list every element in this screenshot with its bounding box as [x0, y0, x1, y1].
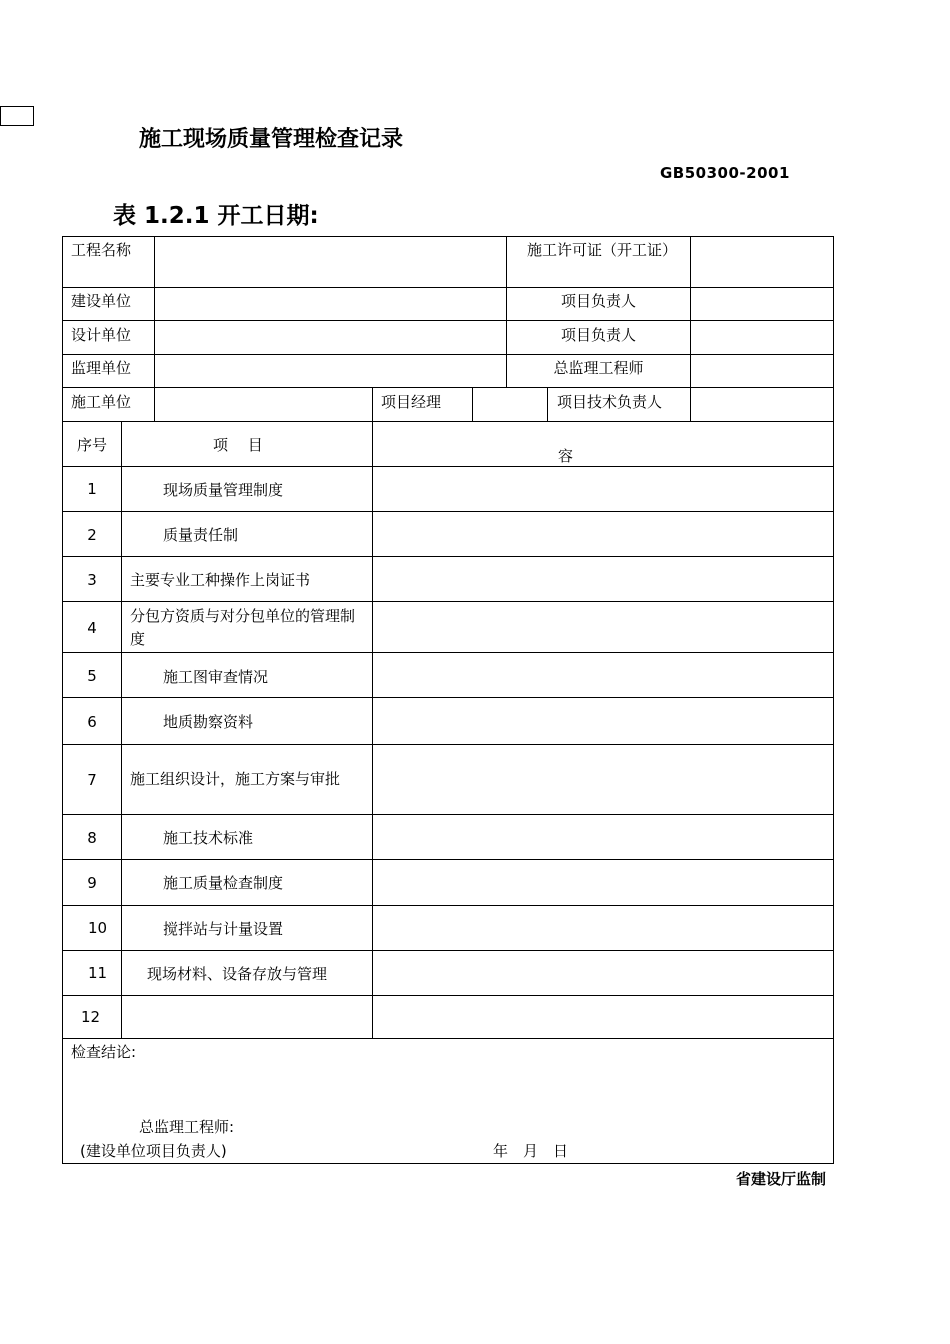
- supervision-unit-label: 监理单位: [71, 359, 132, 377]
- column-header-content: 容: [558, 447, 574, 465]
- design-unit-field[interactable]: [155, 321, 506, 354]
- conclusion-label: 检查结论:: [71, 1043, 137, 1061]
- row-item: 施工技术标准: [163, 829, 254, 847]
- owner-unit-label: 建设单位: [71, 292, 132, 310]
- construction-unit-label: 施工单位: [71, 393, 132, 411]
- row-item: 施工质量检查制度: [163, 874, 284, 892]
- row-content-field[interactable]: [373, 906, 833, 950]
- project-manager-field[interactable]: [473, 388, 547, 421]
- owner-leader-label: 项目负责人: [560, 292, 636, 310]
- row-item: 施工组织设计，施工方案与审批: [130, 770, 341, 788]
- row-no: 3: [87, 571, 97, 589]
- row-content-field[interactable]: [373, 996, 833, 1038]
- row-item: 质量责任制: [163, 526, 239, 544]
- row-item[interactable]: [122, 996, 372, 1038]
- supervision-unit-field[interactable]: [155, 355, 506, 387]
- chief-engineer-label: 总监理工程师: [553, 359, 644, 377]
- date-label: 年 月 日: [493, 1142, 569, 1160]
- row-no: 7: [87, 771, 97, 789]
- row-no: 11: [88, 964, 108, 982]
- tech-leader-field[interactable]: [691, 388, 833, 421]
- standard-code: GB50300-2001: [660, 164, 790, 182]
- row-no: 2: [87, 526, 97, 544]
- row-item: 现场材料、设备存放与管理: [147, 965, 328, 983]
- row-content-field[interactable]: [373, 745, 833, 814]
- row-no: 6: [87, 713, 97, 731]
- conclusion-field[interactable]: [63, 1064, 833, 1114]
- row-content-field[interactable]: [373, 653, 833, 697]
- signer-sub-label: (建设单位项目负责人): [80, 1142, 227, 1160]
- column-header-no: 序号: [76, 436, 107, 454]
- row-no: 1: [87, 480, 97, 498]
- row-item: 分包方资质与对分包单位的管理制度: [130, 607, 356, 648]
- row-content-field[interactable]: [373, 951, 833, 995]
- row-content-field[interactable]: [373, 602, 833, 652]
- row-item: 主要专业工种操作上岗证书: [130, 571, 311, 589]
- project-manager-label: 项目经理: [381, 393, 442, 411]
- design-leader-field[interactable]: [691, 321, 833, 354]
- issuer-footer: 省建设厅监制: [736, 1170, 827, 1188]
- row-content-field[interactable]: [373, 467, 833, 511]
- row-no: 5: [87, 667, 97, 685]
- row-item: 地质勘察资料: [163, 713, 254, 731]
- row-no: 12: [81, 1008, 101, 1026]
- permit-label: 施工许可证（开工证）: [527, 241, 678, 259]
- row-content-field[interactable]: [373, 557, 833, 601]
- owner-unit-field[interactable]: [155, 288, 506, 320]
- row-item: 施工图审查情况: [163, 668, 269, 686]
- permit-field[interactable]: [691, 237, 833, 287]
- design-leader-label: 项目负责人: [560, 326, 636, 344]
- design-unit-label: 设计单位: [71, 326, 132, 344]
- page-title: 施工现场质量管理检查记录: [139, 127, 404, 152]
- row-no: 4: [87, 619, 97, 637]
- owner-leader-field[interactable]: [691, 288, 833, 320]
- project-name-field[interactable]: [155, 237, 506, 287]
- column-header-item: 项 目: [213, 436, 263, 454]
- signer-label: 总监理工程师:: [139, 1118, 235, 1136]
- row-item: 现场质量管理制度: [163, 481, 284, 499]
- row-content-field[interactable]: [373, 815, 833, 859]
- form-subtitle: 表 1.2.1 开工日期:: [113, 203, 319, 229]
- chief-engineer-field[interactable]: [691, 355, 833, 387]
- corner-box: [0, 106, 34, 126]
- project-name-label: 工程名称: [71, 241, 132, 259]
- row-item: 搅拌站与计量设置: [163, 920, 284, 938]
- row-no: 8: [87, 829, 97, 847]
- row-content-field[interactable]: [373, 512, 833, 556]
- row-no: 10: [88, 919, 108, 937]
- construction-unit-field[interactable]: [155, 388, 372, 421]
- row-no: 9: [87, 874, 97, 892]
- row-content-field[interactable]: [373, 860, 833, 905]
- tech-leader-label: 项目技术负责人: [557, 393, 663, 411]
- row-content-field[interactable]: [373, 698, 833, 744]
